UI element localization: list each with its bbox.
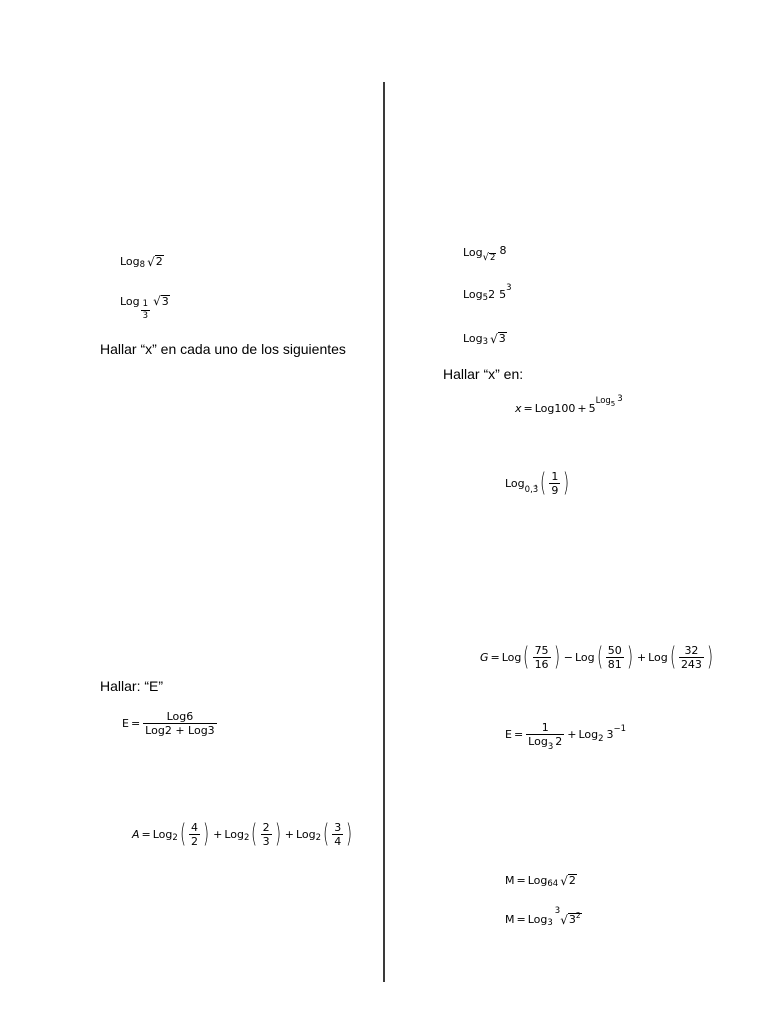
exponent: −1 <box>613 723 627 734</box>
heading-hallar-e: Hallar: “E” <box>100 678 164 694</box>
lhs: x <box>515 402 522 415</box>
open-paren: ( <box>540 468 547 498</box>
sqrt: √ 3 <box>490 331 506 346</box>
log-argument: 3 <box>617 394 623 405</box>
right-expr-E: E = $\frac{1}{Log_3 2}$ + Log $_2$ 3 $^{-1}$ <box>505 721 627 752</box>
heading-hallar-x-en: Hallar “x” en: <box>443 366 524 382</box>
lhs: G <box>480 650 489 664</box>
denominator: 3 <box>142 310 149 321</box>
log-label: Log <box>120 294 140 308</box>
log-label: Log <box>574 650 595 664</box>
numerator: 1 <box>142 299 149 309</box>
denominator: 9 <box>551 483 559 497</box>
close-paren: ) <box>346 819 353 849</box>
log-base: 2 <box>244 832 250 843</box>
denominator: 243 <box>680 657 702 671</box>
log-argument: 8 <box>499 244 507 257</box>
exponent-log <box>595 394 623 409</box>
log-label: Log <box>501 650 522 664</box>
operator: + <box>636 650 647 664</box>
right-expr-G: G = Log ( $\frac{75}{16}$ ) − Log ( $\frac{50}{81}$ ) + Log ( $\frac{32}{243}$ ) <box>480 642 714 672</box>
left-expr-log-third-sqrt3 <box>120 291 170 321</box>
fraction <box>679 645 704 670</box>
log-base: 5 <box>482 293 489 304</box>
exponent: 3 <box>506 283 512 294</box>
denominator: 2 <box>190 834 198 848</box>
denominator: Log2 + Log3 <box>145 724 215 737</box>
close-paren: ) <box>274 819 281 849</box>
heading-hallar-x: Hallar “x” en cada uno de los siguientes <box>100 341 346 357</box>
left-expr-E: E = $\frac{\text{Log6}}{\text{Log2 + Log3}}$ <box>122 710 215 737</box>
log-base-fraction <box>141 300 150 320</box>
close-paren: ) <box>706 642 714 672</box>
right-expr-M2: M = Log $_3$ 3 √ $3^2$ <box>505 906 581 929</box>
log-base: 2 <box>598 733 604 744</box>
close-paren: ) <box>563 468 570 498</box>
denominator: 3 <box>262 834 270 848</box>
open-paren: ( <box>596 642 603 672</box>
numerator: 4 <box>190 820 198 834</box>
numerator: 2 <box>262 820 270 834</box>
radicand-base: 3 <box>568 913 576 926</box>
left-expr-A: A = Log $_2$ ( $\frac{4}{2}$ ) + Log $_2$ ( $\frac{2}{3}$ ) + Log $_2$ ( $\frac{3}{4}$ ) <box>132 819 353 849</box>
fraction <box>533 645 551 670</box>
open-paren: ( <box>251 819 258 849</box>
radicand: 3 <box>498 332 506 345</box>
log-term: Log100 <box>534 402 576 415</box>
lhs: M <box>505 912 515 926</box>
log-label: Log <box>527 873 548 887</box>
log-label: Log <box>505 476 525 490</box>
fraction <box>606 645 624 670</box>
open-paren: ( <box>323 819 330 849</box>
log-label: Log <box>578 728 599 742</box>
log-base-tail: 2 <box>488 288 496 301</box>
right-expr-log-sqrt2-8 <box>463 244 507 263</box>
fraction <box>526 721 564 752</box>
log-base: 8 <box>139 260 146 271</box>
log-base: 5 <box>610 400 616 409</box>
fraction <box>143 711 217 736</box>
lhs: E <box>122 717 129 730</box>
log-label: Log <box>648 650 668 664</box>
log-label: Log <box>463 246 483 259</box>
lhs: E <box>505 728 512 742</box>
open-paren: ( <box>669 642 676 672</box>
log-base: 0,3̂ <box>524 484 539 495</box>
operator: − <box>563 650 573 664</box>
close-paren: ) <box>203 819 210 849</box>
numerator: 1 <box>541 721 549 734</box>
log-argument: 3 <box>606 728 614 742</box>
log-base: 3 <box>547 742 554 752</box>
right-expr-x: x = Log100 + 5 Log$_5$ 3 <box>515 394 623 415</box>
log-base: 3 <box>547 918 553 929</box>
power-base: 5 <box>588 402 596 415</box>
open-paren: ( <box>179 819 186 849</box>
fraction <box>332 822 343 847</box>
radicand <box>568 913 582 926</box>
lhs: A <box>132 827 140 841</box>
sqrt: √ 2 <box>147 254 163 269</box>
log-base: 2 <box>172 832 178 843</box>
numerator: 1 <box>551 469 559 483</box>
denominator: 4 <box>334 834 342 848</box>
right-expr-M1: M = Log $_{64}$ √ 2 <box>505 873 576 890</box>
numerator: 32 <box>684 643 699 657</box>
denominator: 81 <box>607 657 622 671</box>
log-base-sqrt: √ 2 <box>482 251 496 263</box>
log-base: 64 <box>547 879 559 890</box>
radicand: 2 <box>490 252 496 263</box>
right-expr-log3-sqrt3 <box>463 331 507 348</box>
log-label: Log <box>528 735 548 748</box>
radicand: 2 <box>155 255 163 268</box>
log-label: Log <box>595 396 611 407</box>
log-base: 3 <box>482 337 489 348</box>
log-base: 2 <box>315 832 322 843</box>
log-label: Log <box>463 288 483 301</box>
radicand: 3 <box>161 294 169 308</box>
sqrt: √ 3 <box>153 294 169 309</box>
root-index: 3 <box>554 906 561 917</box>
log-label: Log <box>463 331 483 345</box>
numerator: Log6 <box>166 710 194 723</box>
radicand: 2 <box>568 874 576 887</box>
sqrt: √ 2 <box>560 873 576 888</box>
close-paren: ) <box>626 642 633 672</box>
cube-root: √ $3^2$ <box>560 911 581 927</box>
numerator: 50 <box>607 643 622 657</box>
log-label: Log <box>527 912 548 926</box>
log-label: Log <box>224 827 245 841</box>
log-argument: 2 <box>555 735 563 748</box>
right-expr-log52-5cubed <box>463 283 512 304</box>
open-paren: ( <box>523 642 530 672</box>
log-label: Log <box>120 254 140 268</box>
column-divider <box>383 82 385 982</box>
numerator: 75 <box>534 643 549 657</box>
denominator: 16 <box>534 657 549 671</box>
denominator <box>526 734 564 752</box>
lhs: M <box>505 873 515 887</box>
radicand-exponent: 2 <box>575 911 581 920</box>
right-expr-log03-ninth <box>505 470 572 496</box>
log-label: Log <box>295 827 316 841</box>
fraction <box>261 822 272 847</box>
log-argument: 5 <box>499 288 507 301</box>
fraction <box>549 471 560 496</box>
left-expr-log8-sqrt2 <box>120 254 164 271</box>
close-paren: ) <box>553 642 560 672</box>
log-label: Log <box>152 827 173 841</box>
fraction <box>189 822 200 847</box>
numerator: 3 <box>334 820 342 834</box>
